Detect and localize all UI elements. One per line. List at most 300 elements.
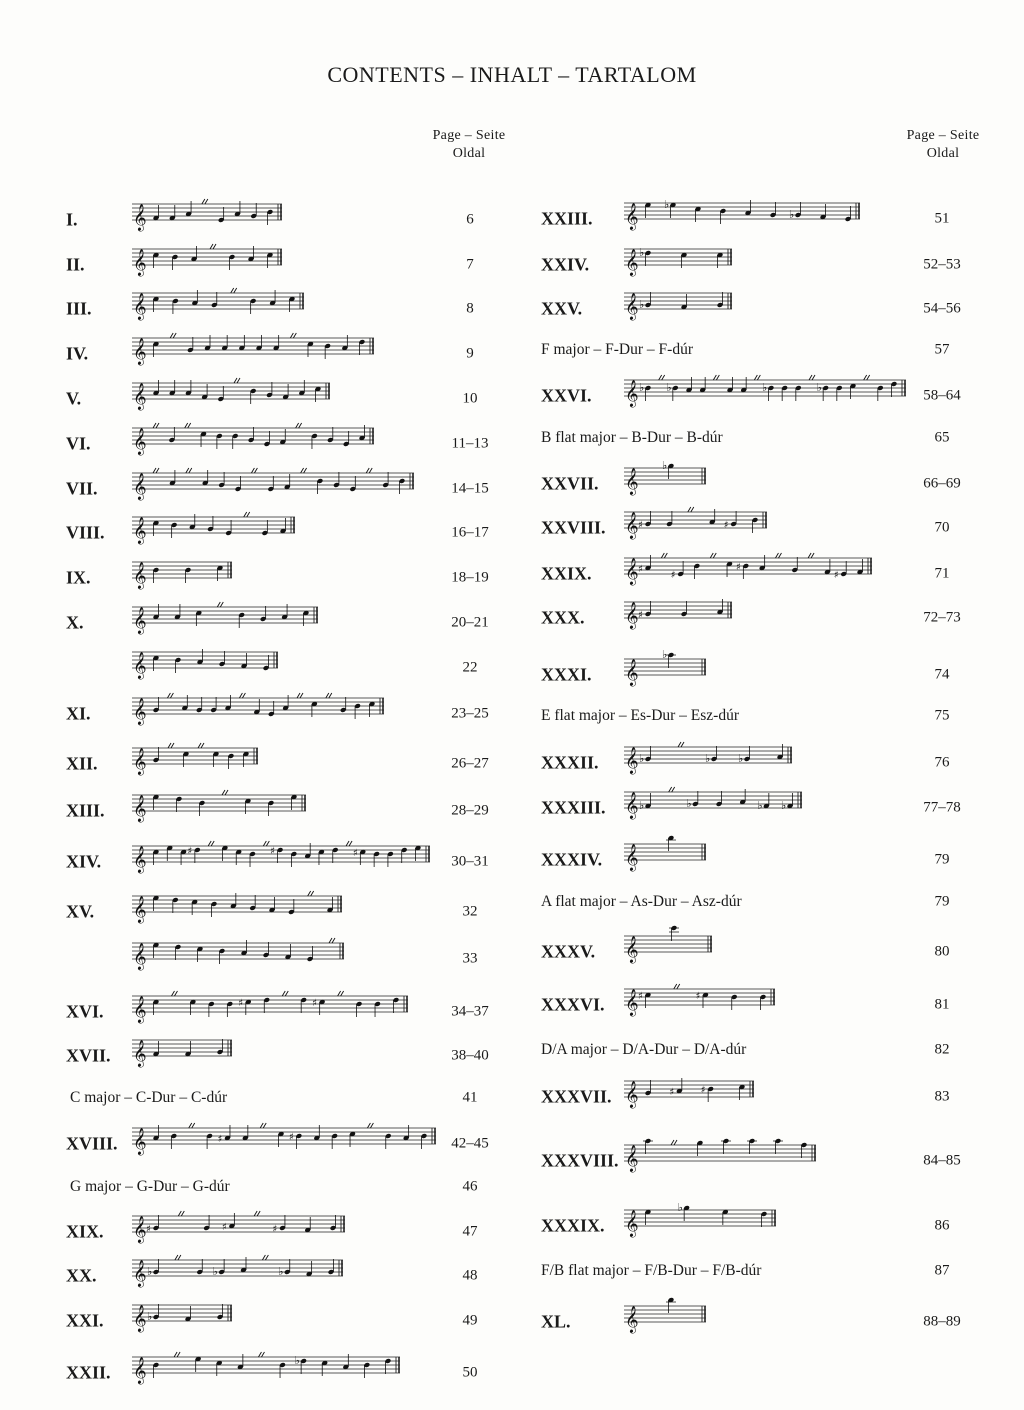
note [343,431,350,447]
study-number: XXXVIII. [541,1150,619,1171]
treble-clef-icon: 𝄞 [625,381,639,407]
musical-incipit [132,1208,345,1248]
note [153,604,160,620]
page-number: 57 [934,341,950,358]
flat-icon: ♭ [212,1265,218,1278]
note [211,292,218,308]
page-number: 10 [462,390,478,407]
note [245,798,252,814]
study-number: XXI. [66,1310,104,1331]
musical-incipit [624,981,775,1021]
note [307,341,314,357]
musical-incipit [132,644,278,684]
note [243,751,250,767]
treble-clef-icon: 𝄞 [625,845,639,871]
note [752,517,759,533]
treble-clef-icon: 𝄞 [625,1146,639,1172]
note [761,1211,768,1227]
note [643,1138,653,1154]
breath-mark [864,375,870,380]
flat-icon: ♭ [147,1310,153,1323]
breath-mark [168,743,174,748]
study-number: XXII. [66,1362,111,1383]
note [393,997,400,1013]
note [349,1131,356,1147]
treble-clef-icon: 𝄞 [133,1358,147,1384]
study-number: XI. [66,703,91,724]
page-header-right-line2: Oldal [926,146,960,161]
note [645,202,652,218]
note [740,377,747,393]
breath-mark [713,375,719,380]
musical-incipit [624,1137,816,1177]
treble-clef-icon: 𝄞 [133,608,147,634]
page-number: 66–69 [923,475,961,492]
note [153,296,160,312]
note [683,1205,690,1221]
note [172,897,179,913]
note [669,925,679,941]
musical-incipit [132,465,414,505]
treble-clef-icon: 𝄞 [625,559,639,585]
note [153,1125,160,1141]
study-number: XXVI. [541,385,592,406]
sharp-icon: ♯ [735,562,741,573]
treble-clef-icon: 𝄞 [625,469,639,495]
key-heading: E flat major – Es-Dur – Esz-dúr [541,707,739,724]
treble-clef-icon: 𝄞 [625,748,639,774]
note [218,472,225,488]
note [235,849,242,865]
page-number: 51 [934,210,950,227]
musical-incipit [624,836,706,876]
note [702,992,709,1008]
note [192,290,199,306]
key-heading: B flat major – B-Dur – B-dúr [541,429,723,446]
page-number: 47 [462,1223,478,1240]
note [777,744,784,760]
study-number: XXXI. [541,664,592,685]
study-number: IV. [66,343,89,364]
breath-mark [688,507,694,512]
breath-mark [260,1123,266,1128]
breath-mark [185,423,191,428]
page-number: 79 [934,851,950,868]
page-number: 34–37 [451,1003,489,1020]
treble-clef-icon: 𝄞 [133,339,147,365]
breath-mark [301,468,307,473]
musical-incipit [132,285,304,325]
note [229,1213,236,1229]
sharp-icon: ♯ [669,1087,675,1098]
note [269,290,276,306]
treble-clef-icon: 𝄞 [133,897,147,923]
page-number: 23–25 [451,705,489,722]
sharp-icon: ♯ [638,610,643,621]
note [891,381,898,397]
treble-clef-icon: 𝄞 [133,205,147,231]
note [249,851,256,867]
breath-mark [258,1352,264,1357]
note [219,651,226,667]
study-number: XXIX. [541,563,592,584]
note [399,478,406,494]
page-number: 18–19 [451,569,489,586]
page-number: 81 [934,996,950,1013]
note [369,701,376,717]
note [235,476,242,492]
musical-incipit [132,1349,400,1389]
note [836,385,843,401]
study-number: XXXVII. [541,1086,612,1107]
note [349,476,356,492]
study-number: II. [66,254,85,275]
musical-incipit [132,554,232,594]
treble-clef-icon: 𝄞 [133,1129,147,1155]
breath-mark [296,423,302,428]
treble-clef-icon: 𝄞 [625,660,639,686]
flat-icon: ♭ [278,1265,284,1278]
note [331,1133,338,1149]
note [191,246,198,262]
note [717,252,724,268]
note [187,337,194,353]
breath-mark [290,333,296,338]
musical-incipit [624,1073,754,1113]
note [206,1133,213,1149]
study-number: XVI. [66,1001,104,1022]
page-number: 88–89 [923,1313,961,1330]
flat-icon: ♭ [762,381,768,394]
breath-mark [263,841,269,846]
flat-icon: ♭ [666,381,672,394]
note [327,427,334,443]
breath-mark [171,991,177,996]
note [218,1259,225,1275]
sharp-icon: ♯ [270,846,275,857]
flat-icon: ♭ [781,799,787,812]
treble-clef-icon: 𝄞 [625,937,639,963]
note [747,1138,757,1154]
note [666,1297,676,1313]
note [189,514,196,530]
breath-mark [170,333,176,338]
note [267,209,274,225]
musical-incipit [624,460,706,500]
note [670,202,677,218]
page-number: 26–27 [451,755,489,772]
breath-mark [661,553,667,558]
treble-clef-icon: 𝄞 [133,384,147,410]
page-number: 41 [462,1089,478,1106]
note [153,1041,160,1057]
note [168,427,175,443]
note [169,205,176,221]
note [387,851,394,867]
note [153,655,160,671]
breath-mark [208,841,214,846]
note [153,520,160,536]
study-number: VI. [66,433,91,454]
breath-mark [366,468,372,473]
note [183,751,190,767]
sharp-icon: ♯ [272,1224,278,1235]
page-number: 58–64 [923,387,961,404]
sharp-icon: ♯ [700,1085,706,1096]
sharp-icon: ♯ [670,570,676,581]
treble-clef-icon: 𝄞 [133,997,147,1023]
musical-incipit [624,594,732,634]
note [300,1358,307,1374]
key-heading: A flat major – As-Dur – Asz-dúr [541,893,742,910]
note [695,206,702,222]
note [850,383,857,399]
page-number: 86 [934,1217,950,1234]
musical-incipit [132,1252,343,1292]
breath-mark [775,553,781,558]
sharp-icon: ♯ [288,1132,294,1143]
breath-mark [254,1211,260,1216]
study-number: XV. [66,901,95,922]
musical-incipit [132,1032,232,1072]
breath-mark [754,375,760,380]
note [201,384,208,400]
note [285,944,292,960]
treble-clef-icon: 𝄞 [625,250,639,276]
note [759,555,766,571]
note [822,385,829,401]
note [266,382,273,398]
treble-clef-icon: 𝄞 [133,749,147,775]
note [645,511,652,527]
study-number: XXV. [541,298,583,319]
study-number: XXX. [541,607,585,628]
note [311,433,318,449]
note [645,1080,652,1096]
note [280,518,287,534]
musical-incipit [624,1298,706,1338]
note [260,606,267,622]
note [210,697,217,713]
note [686,377,693,393]
treble-clef-icon: 𝄞 [133,474,147,500]
page-number: 9 [466,345,474,362]
note [291,794,298,810]
note [268,800,275,816]
note [730,511,737,527]
study-number: XXXII. [541,752,599,773]
note [222,845,229,861]
note [229,254,236,270]
treble-clef-icon: 𝄞 [133,653,147,679]
note [153,999,160,1015]
note [311,701,318,717]
note [676,1078,683,1094]
note [241,940,248,956]
breath-mark [659,375,665,380]
breath-mark [808,553,814,558]
note [196,1259,203,1275]
breath-mark [189,1123,195,1128]
note [717,292,724,308]
note [176,796,183,812]
note [248,427,255,443]
note [307,946,314,962]
page-number: 6 [466,211,474,228]
page-header-left-line2: Oldal [452,146,486,161]
note [240,1257,247,1273]
musical-incipit [132,1120,436,1160]
musical-incipit [624,784,802,824]
breath-mark [367,1123,373,1128]
study-number: XXXIV. [541,849,603,870]
breath-mark [234,378,240,383]
treble-clef-icon: 𝄞 [625,1211,639,1237]
note [208,1001,215,1017]
treble-clef-icon: 𝄞 [625,204,639,230]
musical-incipit [624,550,872,590]
study-number: XXXIX. [541,1215,605,1236]
note [217,1304,224,1320]
note [677,561,684,577]
study-number: VIII. [66,522,105,543]
note [153,252,160,268]
breath-mark [678,742,684,747]
note [666,835,676,851]
note [296,1133,303,1149]
page-number: 33 [462,950,478,967]
note [281,604,288,620]
note [200,431,207,447]
breath-mark [669,787,675,792]
note [373,851,380,867]
note [153,1215,160,1231]
study-number: XXVIII. [541,517,606,538]
flat-icon: ♭ [639,298,645,311]
page-number: 14–15 [451,480,489,497]
note [256,335,263,351]
breath-mark [338,991,344,996]
note [645,385,652,401]
study-number: IX. [66,567,91,588]
page-number: 32 [462,903,478,920]
note [197,946,204,962]
sharp-icon: ♯ [312,998,317,1009]
note [382,472,389,488]
note [221,335,228,351]
note [692,791,699,807]
musical-incipit [624,504,767,544]
flat-icon: ♭ [662,459,668,472]
note [218,207,225,223]
note [298,380,305,396]
note [171,1133,178,1149]
study-number: XIX. [66,1221,104,1242]
treble-clef-icon: 𝄞 [133,518,147,544]
note [153,895,160,911]
note [720,208,727,224]
note [709,509,716,525]
note [250,203,257,219]
page-number: 74 [934,666,950,683]
note [288,899,295,915]
flat-icon: ♭ [639,799,645,812]
page-number: 16–17 [451,524,489,541]
study-number: XX. [66,1265,97,1286]
note [820,204,827,220]
page-number: 71 [934,565,950,582]
page-number: 38–40 [451,1047,489,1064]
sharp-icon: ♯ [146,1224,151,1235]
note [153,942,160,958]
treble-clef-icon: 𝄞 [625,1307,639,1333]
flat-icon: ♭ [757,799,763,812]
note [742,563,749,579]
note [824,559,831,575]
note [268,701,275,717]
note [300,997,307,1013]
breath-mark [186,468,192,473]
note [385,1358,392,1374]
treble-clef-icon: 𝄞 [133,1306,147,1332]
note [250,388,257,404]
note [269,897,276,913]
note [739,789,746,805]
page-header-right-line1: Page – Seite [906,128,980,143]
note [773,1138,783,1154]
note [282,384,289,400]
treble-clef-icon: 𝄞 [133,1261,147,1287]
treble-clef-icon: 𝄞 [625,990,639,1016]
musical-incipit [132,988,408,1028]
note [153,794,160,810]
treble-clef-icon: 𝄞 [133,1041,147,1067]
study-number: I. [66,209,78,230]
note [262,520,269,536]
musical-incipit [624,1202,776,1242]
note [225,520,232,536]
musical-incipit [132,935,344,975]
treble-clef-icon: 𝄞 [133,250,147,276]
sharp-icon: ♯ [638,991,643,1002]
musical-incipit [132,1297,232,1337]
study-number: XVIII. [66,1133,118,1154]
breath-mark [282,991,288,996]
note [330,1215,337,1231]
note [207,516,214,532]
page-number: 46 [462,1178,478,1195]
flat-icon: ♭ [294,1354,300,1367]
note [248,246,255,262]
flat-icon: ♭ [662,648,668,661]
note [175,657,182,673]
note [699,377,706,393]
note [185,1041,192,1057]
breath-mark [217,602,223,607]
note [191,899,198,915]
note [153,567,160,583]
note [356,1001,363,1017]
page-number: 30–31 [451,853,489,870]
sharp-icon: ♯ [723,520,729,531]
note [279,1362,286,1378]
note [253,699,260,715]
note [770,202,777,218]
note [153,205,160,221]
breath-mark [671,1140,677,1145]
note [196,610,203,626]
musical-incipit [624,648,706,691]
